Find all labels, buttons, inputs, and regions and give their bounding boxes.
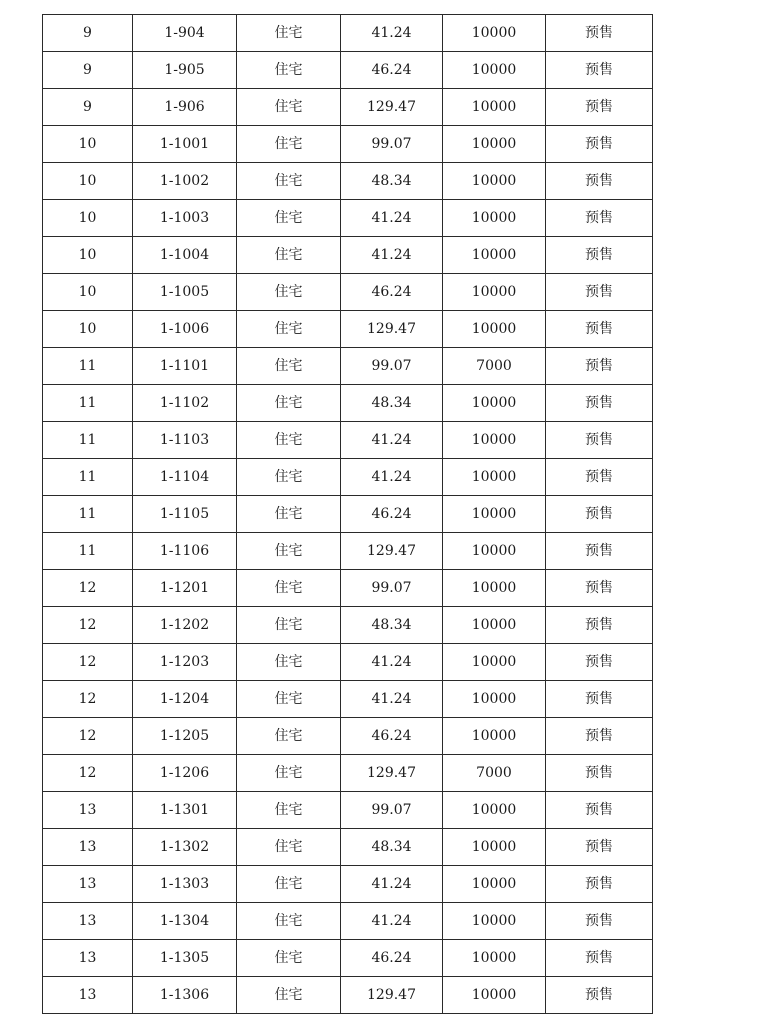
sale-status-cell: 预售 bbox=[546, 866, 653, 903]
floor-cell: 11 bbox=[43, 385, 133, 422]
usage-cell: 住宅 bbox=[237, 348, 341, 385]
table-row bbox=[43, 52, 653, 89]
sale-status-cell: 预售 bbox=[546, 89, 653, 126]
table-row bbox=[43, 940, 653, 977]
unit-number-cell: 1-1306 bbox=[133, 977, 237, 1014]
usage-cell: 住宅 bbox=[237, 903, 341, 940]
sale-status-cell: 预售 bbox=[546, 718, 653, 755]
table-row bbox=[43, 163, 653, 200]
unit-number-cell: 1-1303 bbox=[133, 866, 237, 903]
usage-cell: 住宅 bbox=[237, 237, 341, 274]
sale-status-cell: 预售 bbox=[546, 755, 653, 792]
area-cell: 41.24 bbox=[341, 459, 443, 496]
table-row bbox=[43, 274, 653, 311]
floor-cell: 9 bbox=[43, 15, 133, 52]
usage-cell: 住宅 bbox=[237, 940, 341, 977]
table-row bbox=[43, 644, 653, 681]
area-cell: 46.24 bbox=[341, 718, 443, 755]
price-cell: 10000 bbox=[443, 940, 546, 977]
table-row bbox=[43, 755, 653, 792]
sale-status-cell: 预售 bbox=[546, 570, 653, 607]
sale-status-cell: 预售 bbox=[546, 422, 653, 459]
area-cell: 41.24 bbox=[341, 200, 443, 237]
table-row bbox=[43, 681, 653, 718]
price-cell: 10000 bbox=[443, 644, 546, 681]
floor-cell: 10 bbox=[43, 126, 133, 163]
area-cell: 129.47 bbox=[341, 755, 443, 792]
sale-status-cell: 预售 bbox=[546, 15, 653, 52]
area-cell: 129.47 bbox=[341, 977, 443, 1014]
floor-cell: 12 bbox=[43, 607, 133, 644]
unit-number-cell: 1-1106 bbox=[133, 533, 237, 570]
table-row bbox=[43, 533, 653, 570]
table-row bbox=[43, 385, 653, 422]
usage-cell: 住宅 bbox=[237, 681, 341, 718]
table-row bbox=[43, 977, 653, 1014]
floor-cell: 10 bbox=[43, 274, 133, 311]
price-cell: 10000 bbox=[443, 681, 546, 718]
price-cell: 10000 bbox=[443, 89, 546, 126]
table-row bbox=[43, 496, 653, 533]
table-row bbox=[43, 570, 653, 607]
floor-cell: 10 bbox=[43, 237, 133, 274]
table-row bbox=[43, 866, 653, 903]
unit-number-cell: 1-1103 bbox=[133, 422, 237, 459]
unit-number-cell: 1-1005 bbox=[133, 274, 237, 311]
area-cell: 46.24 bbox=[341, 940, 443, 977]
unit-number-cell: 1-1002 bbox=[133, 163, 237, 200]
usage-cell: 住宅 bbox=[237, 829, 341, 866]
floor-cell: 12 bbox=[43, 755, 133, 792]
floor-cell: 13 bbox=[43, 792, 133, 829]
usage-cell: 住宅 bbox=[237, 385, 341, 422]
price-cell: 10000 bbox=[443, 866, 546, 903]
usage-cell: 住宅 bbox=[237, 200, 341, 237]
table-row bbox=[43, 126, 653, 163]
floor-cell: 12 bbox=[43, 644, 133, 681]
usage-cell: 住宅 bbox=[237, 52, 341, 89]
area-cell: 41.24 bbox=[341, 237, 443, 274]
sale-status-cell: 预售 bbox=[546, 237, 653, 274]
table-row bbox=[43, 311, 653, 348]
price-cell: 10000 bbox=[443, 52, 546, 89]
usage-cell: 住宅 bbox=[237, 792, 341, 829]
table-row bbox=[43, 718, 653, 755]
table-row bbox=[43, 15, 653, 52]
price-cell: 10000 bbox=[443, 274, 546, 311]
price-cell: 10000 bbox=[443, 533, 546, 570]
unit-number-cell: 1-1001 bbox=[133, 126, 237, 163]
floor-cell: 13 bbox=[43, 866, 133, 903]
usage-cell: 住宅 bbox=[237, 755, 341, 792]
table-row bbox=[43, 348, 653, 385]
price-cell: 10000 bbox=[443, 977, 546, 1014]
unit-number-cell: 1-1206 bbox=[133, 755, 237, 792]
sale-status-cell: 预售 bbox=[546, 607, 653, 644]
usage-cell: 住宅 bbox=[237, 15, 341, 52]
floor-cell: 11 bbox=[43, 459, 133, 496]
table-row bbox=[43, 89, 653, 126]
unit-number-cell: 1-1004 bbox=[133, 237, 237, 274]
sale-status-cell: 预售 bbox=[546, 385, 653, 422]
usage-cell: 住宅 bbox=[237, 89, 341, 126]
table-body bbox=[43, 15, 653, 1014]
price-cell: 10000 bbox=[443, 311, 546, 348]
unit-number-cell: 1-1101 bbox=[133, 348, 237, 385]
sale-status-cell: 预售 bbox=[546, 940, 653, 977]
usage-cell: 住宅 bbox=[237, 459, 341, 496]
usage-cell: 住宅 bbox=[237, 422, 341, 459]
area-cell: 46.24 bbox=[341, 496, 443, 533]
price-cell: 10000 bbox=[443, 422, 546, 459]
sale-status-cell: 预售 bbox=[546, 200, 653, 237]
price-cell: 10000 bbox=[443, 200, 546, 237]
sale-status-cell: 预售 bbox=[546, 163, 653, 200]
usage-cell: 住宅 bbox=[237, 496, 341, 533]
sale-status-cell: 预售 bbox=[546, 496, 653, 533]
unit-number-cell: 1-1302 bbox=[133, 829, 237, 866]
usage-cell: 住宅 bbox=[237, 644, 341, 681]
unit-number-cell: 1-1205 bbox=[133, 718, 237, 755]
table-row bbox=[43, 792, 653, 829]
table-row bbox=[43, 237, 653, 274]
floor-cell: 9 bbox=[43, 52, 133, 89]
table-row bbox=[43, 422, 653, 459]
price-cell: 10000 bbox=[443, 903, 546, 940]
price-cell: 10000 bbox=[443, 718, 546, 755]
unit-number-cell: 1-1301 bbox=[133, 792, 237, 829]
price-cell: 10000 bbox=[443, 15, 546, 52]
area-cell: 41.24 bbox=[341, 644, 443, 681]
floor-cell: 13 bbox=[43, 977, 133, 1014]
sale-status-cell: 预售 bbox=[546, 311, 653, 348]
price-cell: 10000 bbox=[443, 607, 546, 644]
unit-number-cell: 1-1203 bbox=[133, 644, 237, 681]
unit-number-cell: 1-1102 bbox=[133, 385, 237, 422]
area-cell: 48.34 bbox=[341, 829, 443, 866]
price-cell: 10000 bbox=[443, 385, 546, 422]
usage-cell: 住宅 bbox=[237, 274, 341, 311]
floor-cell: 10 bbox=[43, 311, 133, 348]
floor-cell: 9 bbox=[43, 89, 133, 126]
area-cell: 48.34 bbox=[341, 163, 443, 200]
unit-number-cell: 1-1304 bbox=[133, 903, 237, 940]
area-cell: 99.07 bbox=[341, 792, 443, 829]
table-row bbox=[43, 459, 653, 496]
floor-cell: 12 bbox=[43, 718, 133, 755]
unit-number-cell: 1-1201 bbox=[133, 570, 237, 607]
area-cell: 41.24 bbox=[341, 903, 443, 940]
price-cell: 10000 bbox=[443, 237, 546, 274]
floor-cell: 12 bbox=[43, 570, 133, 607]
unit-number-cell: 1-906 bbox=[133, 89, 237, 126]
price-cell: 10000 bbox=[443, 459, 546, 496]
unit-number-cell: 1-1202 bbox=[133, 607, 237, 644]
table-row bbox=[43, 607, 653, 644]
unit-number-cell: 1-1204 bbox=[133, 681, 237, 718]
sale-status-cell: 预售 bbox=[546, 126, 653, 163]
sale-status-cell: 预售 bbox=[546, 533, 653, 570]
sale-status-cell: 预售 bbox=[546, 792, 653, 829]
unit-number-cell: 1-1006 bbox=[133, 311, 237, 348]
unit-number-cell: 1-1003 bbox=[133, 200, 237, 237]
unit-price-table bbox=[42, 14, 653, 1014]
usage-cell: 住宅 bbox=[237, 163, 341, 200]
area-cell: 41.24 bbox=[341, 422, 443, 459]
sale-status-cell: 预售 bbox=[546, 274, 653, 311]
area-cell: 41.24 bbox=[341, 866, 443, 903]
price-cell: 10000 bbox=[443, 829, 546, 866]
usage-cell: 住宅 bbox=[237, 570, 341, 607]
area-cell: 46.24 bbox=[341, 52, 443, 89]
usage-cell: 住宅 bbox=[237, 311, 341, 348]
sale-status-cell: 预售 bbox=[546, 348, 653, 385]
area-cell: 99.07 bbox=[341, 126, 443, 163]
area-cell: 48.34 bbox=[341, 385, 443, 422]
area-cell: 99.07 bbox=[341, 570, 443, 607]
table-row bbox=[43, 903, 653, 940]
area-cell: 41.24 bbox=[341, 681, 443, 718]
area-cell: 99.07 bbox=[341, 348, 443, 385]
sale-status-cell: 预售 bbox=[546, 681, 653, 718]
usage-cell: 住宅 bbox=[237, 977, 341, 1014]
unit-number-cell: 1-1305 bbox=[133, 940, 237, 977]
floor-cell: 13 bbox=[43, 829, 133, 866]
price-cell: 10000 bbox=[443, 792, 546, 829]
usage-cell: 住宅 bbox=[237, 607, 341, 644]
sale-status-cell: 预售 bbox=[546, 459, 653, 496]
area-cell: 46.24 bbox=[341, 274, 443, 311]
usage-cell: 住宅 bbox=[237, 866, 341, 903]
usage-cell: 住宅 bbox=[237, 718, 341, 755]
price-cell: 7000 bbox=[443, 348, 546, 385]
table-row bbox=[43, 829, 653, 866]
usage-cell: 住宅 bbox=[237, 533, 341, 570]
table-row bbox=[43, 200, 653, 237]
floor-cell: 10 bbox=[43, 200, 133, 237]
sale-status-cell: 预售 bbox=[546, 829, 653, 866]
area-cell: 129.47 bbox=[341, 311, 443, 348]
floor-cell: 11 bbox=[43, 422, 133, 459]
usage-cell: 住宅 bbox=[237, 126, 341, 163]
unit-number-cell: 1-1104 bbox=[133, 459, 237, 496]
floor-cell: 12 bbox=[43, 681, 133, 718]
unit-number-cell: 1-1105 bbox=[133, 496, 237, 533]
floor-cell: 11 bbox=[43, 533, 133, 570]
area-cell: 129.47 bbox=[341, 533, 443, 570]
floor-cell: 11 bbox=[43, 496, 133, 533]
sale-status-cell: 预售 bbox=[546, 52, 653, 89]
unit-number-cell: 1-905 bbox=[133, 52, 237, 89]
floor-cell: 13 bbox=[43, 940, 133, 977]
price-cell: 10000 bbox=[443, 126, 546, 163]
price-cell: 10000 bbox=[443, 496, 546, 533]
price-cell: 7000 bbox=[443, 755, 546, 792]
floor-cell: 11 bbox=[43, 348, 133, 385]
floor-cell: 13 bbox=[43, 903, 133, 940]
unit-price-sheet bbox=[42, 14, 653, 1014]
area-cell: 48.34 bbox=[341, 607, 443, 644]
area-cell: 41.24 bbox=[341, 15, 443, 52]
area-cell: 129.47 bbox=[341, 89, 443, 126]
sale-status-cell: 预售 bbox=[546, 644, 653, 681]
sale-status-cell: 预售 bbox=[546, 977, 653, 1014]
floor-cell: 10 bbox=[43, 163, 133, 200]
price-cell: 10000 bbox=[443, 570, 546, 607]
unit-number-cell: 1-904 bbox=[133, 15, 237, 52]
sale-status-cell: 预售 bbox=[546, 903, 653, 940]
price-cell: 10000 bbox=[443, 163, 546, 200]
